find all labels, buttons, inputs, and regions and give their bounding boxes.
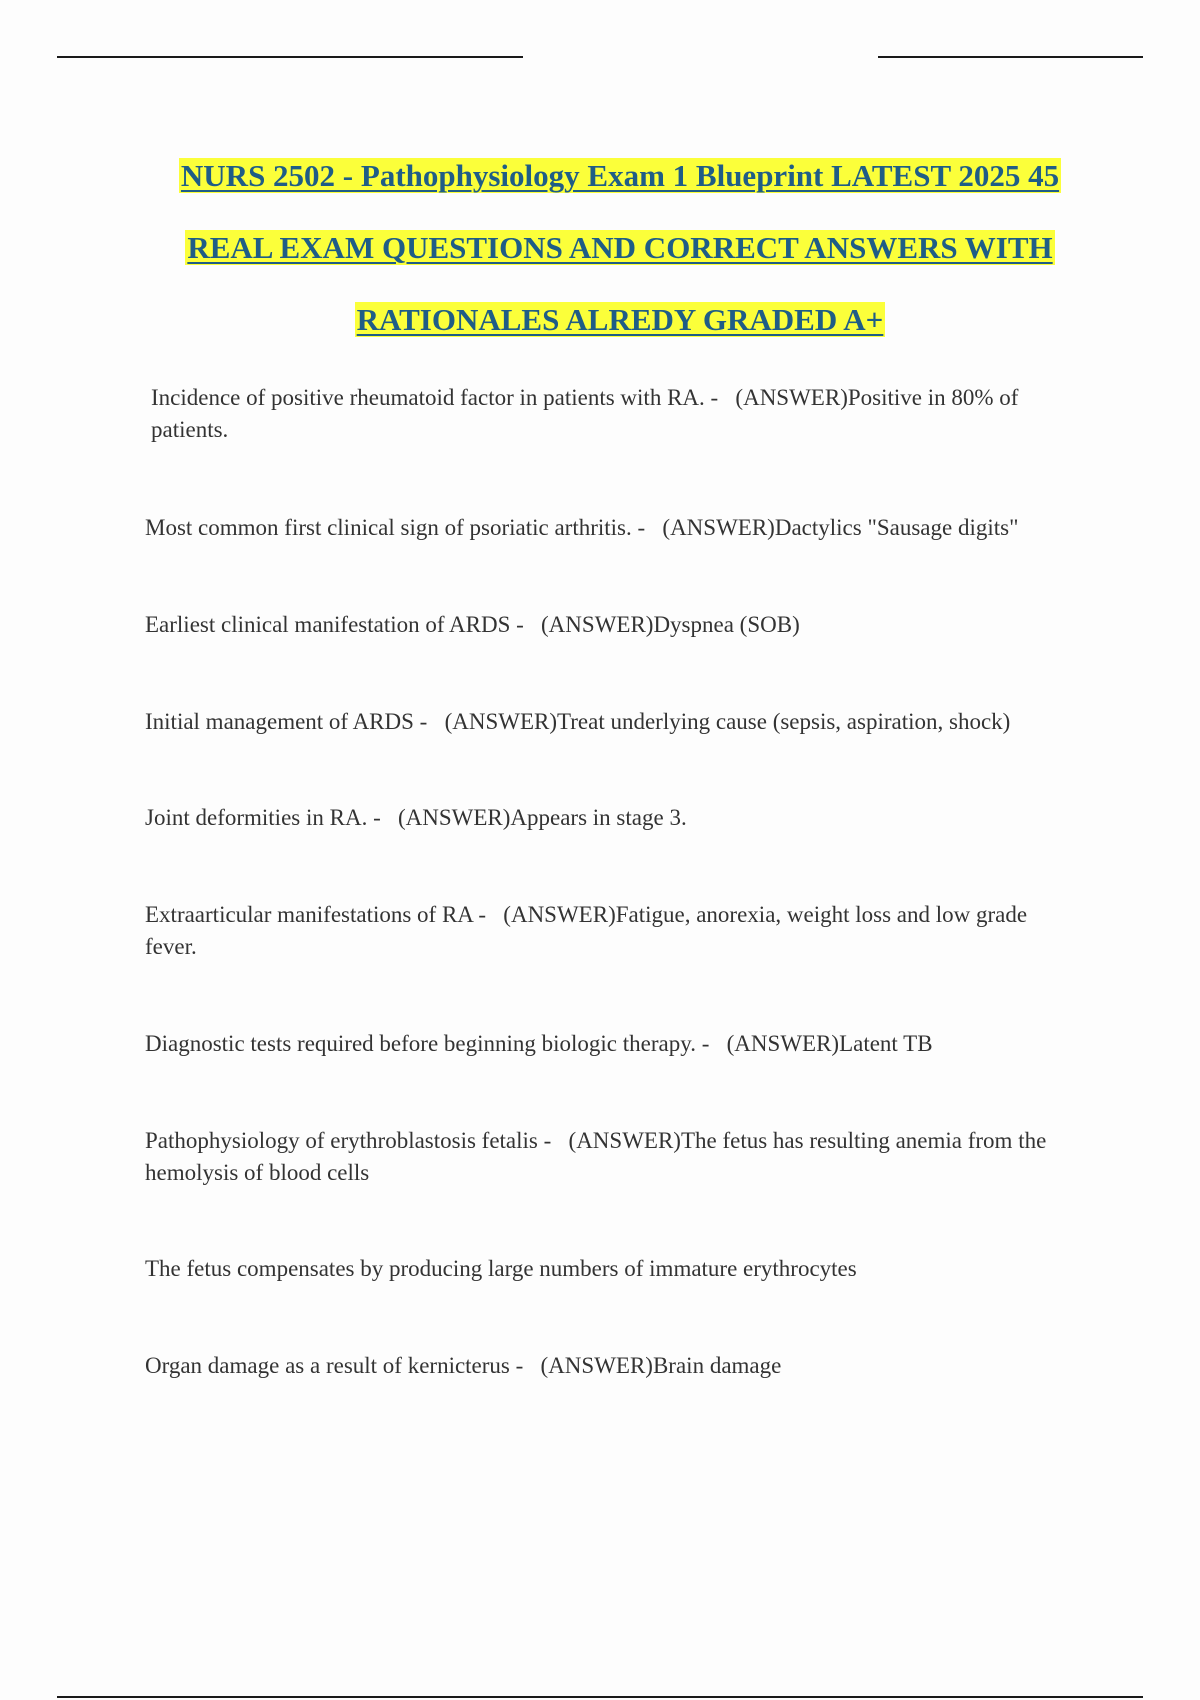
qa-entry: The fetus compensates by producing large numbers of immature erythrocytes <box>145 1256 857 1281</box>
document-title <box>100 140 1140 356</box>
title-line-3: RATIONALES ALREDY GRADED A+ <box>356 302 884 337</box>
qa-entry: Initial management of ARDS - (ANSWER)Treat underlying cause (sepsis, aspiration, shock) <box>145 709 1011 734</box>
qa-entry: Diagnostic tests required before beginning biologic therapy. - (ANSWER)Latent TB <box>145 1031 933 1056</box>
title-line-1: NURS 2502 - Pathophysiology Exam 1 Blueprint LATEST 2025 45 <box>180 158 1060 193</box>
title-line-2: REAL EXAM QUESTIONS AND CORRECT ANSWERS WITH <box>187 230 1053 265</box>
header-rule-right <box>878 56 1143 58</box>
qa-entry: Earliest clinical manifestation of ARDS - (ANSWER)Dyspnea (SOB) <box>145 612 800 637</box>
qa-entry: Extraarticular manifestations of RA - (ANSWER)Fatigue, anorexia, weight loss and low grade fever. <box>145 902 1033 959</box>
header-rule-left <box>57 56 523 58</box>
qa-entry: Pathophysiology of erythroblastosis fetalis - (ANSWER)The fetus has resulting anemia from the hemolysis of blood cells <box>145 1128 1053 1185</box>
qa-entry: Organ damage as a result of kernicterus - (ANSWER)Brain damage <box>145 1353 782 1378</box>
qa-entry: Most common first clinical sign of psoriatic arthritis. - (ANSWER)Dactylics "Sausage digits" <box>145 515 1019 540</box>
qa-entry: Joint deformities in RA. - (ANSWER)Appears in stage 3. <box>145 805 687 830</box>
footer-rule <box>57 1696 1143 1698</box>
qa-entry: Incidence of positive rheumatoid factor in patients with RA. - (ANSWER)Positive in 80% of patients. <box>151 385 1025 442</box>
